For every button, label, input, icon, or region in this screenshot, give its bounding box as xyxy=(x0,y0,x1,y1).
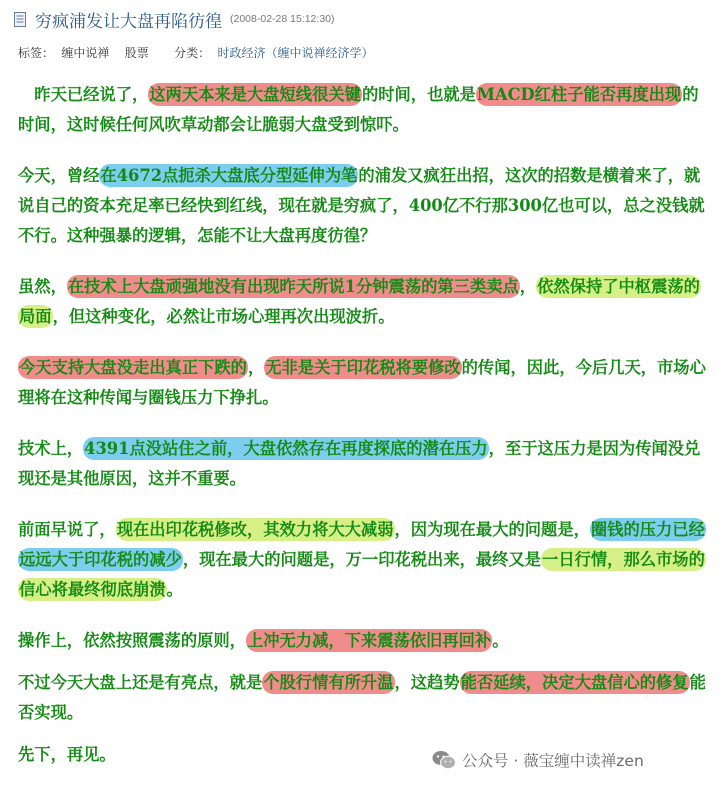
tag-link[interactable]: 缠中说禅 xyxy=(61,46,110,60)
article-paragraph xyxy=(18,626,708,656)
paragraph-text: 的浦发又疯狂出招，这次的招数是横着来了，就说自己的资本充足率已经快到红线，现在就是穷疯了，400亿不行那300亿也可以，总之没钱就不行。这种强暴的逻辑，怎能不让大盘再度彷徨？ xyxy=(18,166,705,245)
highlight-yellow: 一日行情，那么市场的信心将最终彻底崩溃 xyxy=(19,550,705,599)
paragraph-spacer xyxy=(18,140,708,161)
article-paragraph xyxy=(18,515,708,605)
tags-label: 标签： xyxy=(18,46,55,60)
highlight-red: 在技术上大盘顽强地没有出现昨天所说1分钟震荡的第三类卖点 xyxy=(67,277,519,296)
paragraph-text: 的时间，这时候任何风吹草动都会让脆弱大盘受到惊吓。 xyxy=(18,85,699,134)
article-paragraph xyxy=(18,434,708,494)
post-meta xyxy=(18,44,373,61)
article-paragraph xyxy=(18,161,708,251)
wechat-icon xyxy=(432,750,456,770)
article-paragraph xyxy=(18,80,708,140)
paragraph-text: 技术上， xyxy=(18,439,84,458)
highlight-yellow: 依然保持了中枢震荡的局面 xyxy=(19,277,700,326)
post-title[interactable]: 穷疯浦发让大盘再陷彷徨 xyxy=(35,11,222,31)
paragraph-spacer xyxy=(18,332,708,353)
highlight-red: 能否延续，决定大盘信心的修复 xyxy=(460,673,689,692)
paragraph-spacer xyxy=(18,728,708,740)
paragraph-text: 不过今天大盘上还是有亮点，就是 xyxy=(18,673,263,692)
highlight-red: 上冲无力减，下来震荡依旧再回补 xyxy=(246,631,492,650)
watermark-text: 公众号 · 薇宝缠中读禅zen xyxy=(462,752,644,770)
article-paragraph xyxy=(18,353,708,413)
paragraph-spacer xyxy=(18,251,708,272)
paragraph-spacer xyxy=(18,494,708,515)
highlight-red: 这两天本来是大盘短线很关键 xyxy=(149,85,361,104)
paragraph-text: ，至于这压力是因为传闻没兑现还是其他原因，这并不重要。 xyxy=(18,439,701,488)
highlight-blue: 4391点没站住之前，大盘依然存在再度探底的潜在压力 xyxy=(84,439,488,458)
paragraph-text: ， xyxy=(519,277,537,296)
highlight-red: 今天支持大盘没走出真正下跌的 xyxy=(19,358,247,377)
paragraph-text: 今天，曾经 xyxy=(18,166,100,185)
post-date: (2008-02-28 15:12:30) xyxy=(230,13,335,25)
paragraph-spacer xyxy=(18,413,708,434)
article-paragraph xyxy=(18,272,708,332)
paragraph-text: 先下，再见。 xyxy=(18,745,116,764)
category-label: 分类： xyxy=(174,46,211,60)
paragraph-text: 。 xyxy=(492,631,509,650)
document-icon xyxy=(14,12,26,27)
paragraph-text: 昨天已经说了， xyxy=(18,85,149,104)
highlight-red: 无非是关于印花税将要修改 xyxy=(265,358,461,377)
paragraph-spacer xyxy=(18,656,708,668)
paragraph-text: 前面早说了， xyxy=(18,520,116,539)
highlight-red: MACD红柱子能否再度出现 xyxy=(476,85,682,104)
paragraph-text: 的传闻，因此，今后几天，市场心理将在这种传闻与圈钱压力下挣扎。 xyxy=(18,358,706,407)
paragraph-text: ，但这种变化，必然让市场心理再次出现波折。 xyxy=(52,307,395,326)
highlight-yellow: 现在出印花税修改，其效力将大大减弱 xyxy=(116,520,394,539)
tag-link[interactable]: 股票 xyxy=(124,46,149,60)
paragraph-text: 能否实现。 xyxy=(18,673,706,722)
paragraph-text: ， xyxy=(247,358,265,377)
category-link[interactable]: 时政经济（缠中说禅经济学） xyxy=(217,46,374,60)
paragraph-text: 的时间，也就是 xyxy=(361,85,476,104)
paragraph-text: ，现在最大的问题是，万一印花税出来，最终又是 xyxy=(182,550,542,569)
highlight-blue: 圈钱的压力已经远远大于印花税的减少 xyxy=(19,520,705,569)
paragraph-text: 虽然， xyxy=(18,277,67,296)
paragraph-text: ，这趋势 xyxy=(394,673,460,692)
watermark xyxy=(432,748,644,772)
paragraph-spacer xyxy=(18,605,708,626)
post-header xyxy=(14,8,335,30)
highlight-red: 个股行情有所升温 xyxy=(263,673,394,692)
article-paragraph xyxy=(18,668,708,728)
paragraph-text: 。 xyxy=(166,580,183,599)
article-body xyxy=(18,80,708,770)
paragraph-text: 操作上，依然按照震荡的原则， xyxy=(18,631,246,650)
paragraph-text: ，因为现在最大的问题是， xyxy=(394,520,590,539)
highlight-blue: 在4672点扼杀大盘底分型延伸为笔 xyxy=(100,166,358,185)
